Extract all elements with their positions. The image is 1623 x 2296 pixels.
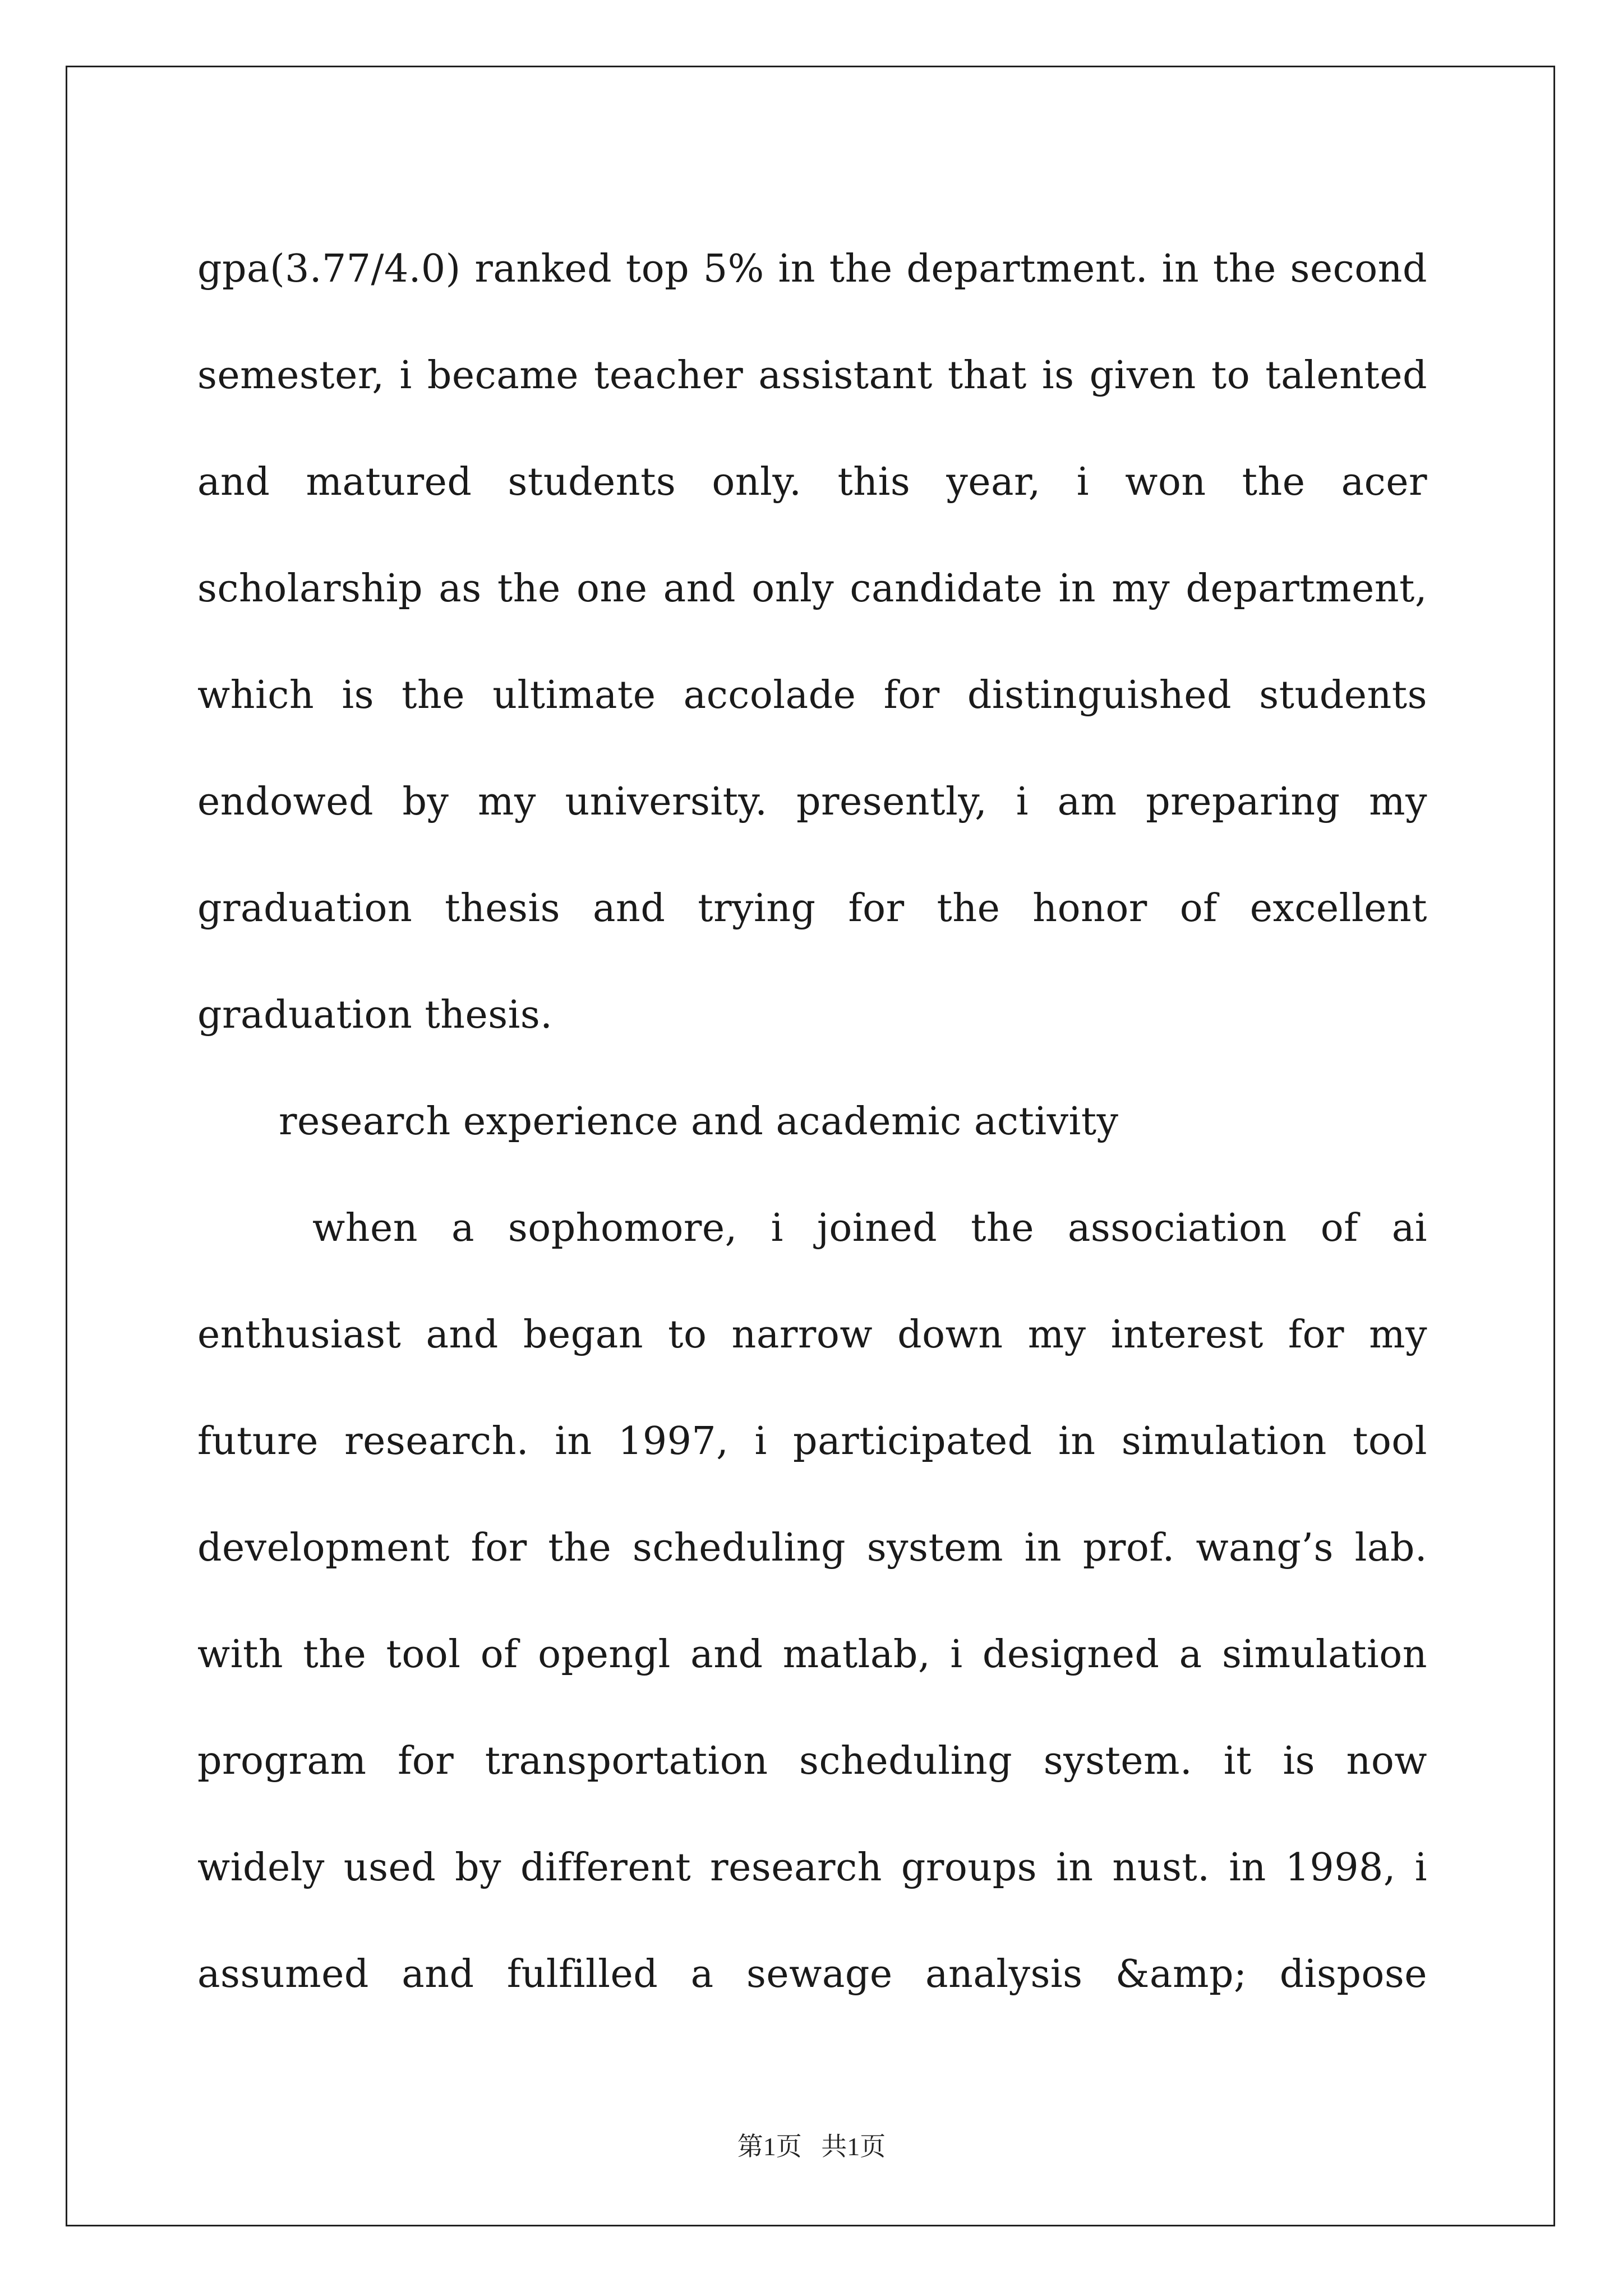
body-paragraph-1: gpa(3.77/4.0) ranked top 5% in the department. in the second semester, i became teacher assistant that is given to talented and matured students only. this year, i won the acer scholarship as the one and only candidate in my department, which is the ultimate accolade for distinguished students endowed by my university. presently, i am preparing my graduation thesis and trying for the honor of excellent graduation thesis.: [197, 247, 1427, 1037]
body-paragraph-2: when a sophomore, i joined the association of ai enthusiast and began to narrow down my interest for my future research. in 1997, i participated in simulation tool development for the scheduling system in prof. wang’s lab. with the tool of opengl and matlab, i designed a simulation program for transportation scheduling system. it is now widely used by different research groups in nust. in 1998, i assumed and fulfilled a sewage analysis &amp; dispose: [197, 1206, 1427, 1996]
section-heading: research experience and academic activity: [279, 1099, 1119, 1144]
document-body: [197, 216, 1427, 2028]
page-number-footer: 第1页 共1页: [737, 2132, 886, 2161]
